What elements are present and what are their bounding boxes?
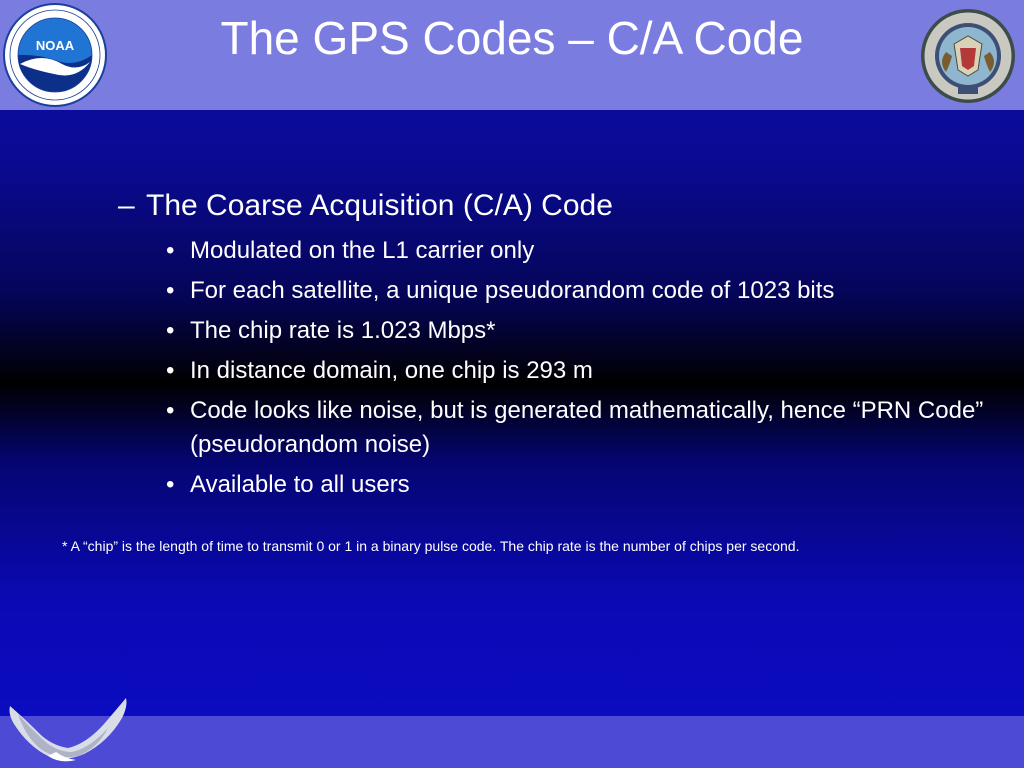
bullet-icon: • <box>166 317 175 344</box>
bullet-text: Code looks like noise, but is generated mathematically, hence “PRN Code” (pseudorandom noise) <box>190 397 984 458</box>
bullet-icon: • <box>166 471 175 498</box>
svg-text:NOAA: NOAA <box>35 38 75 53</box>
bullet-text: Modulated on the L1 carrier only <box>190 237 535 264</box>
list-item <box>164 314 984 348</box>
bullet-text: In distance domain, one chip is 293 m <box>190 357 593 384</box>
footnote: * A “chip” is the length of time to transmit 0 or 1 in a binary pulse code. The chip rate is the number of chips per second. <box>62 538 800 554</box>
list-item <box>164 234 984 268</box>
dash-marker: – <box>118 189 135 222</box>
noaa-bird-icon <box>4 694 132 764</box>
bullet-text: For each satellite, a unique pseudorandom code of 1023 bits <box>190 277 835 304</box>
list-item <box>164 274 984 308</box>
bullet-icon: • <box>166 237 175 264</box>
list-item <box>164 468 984 502</box>
bullet-list <box>164 234 984 508</box>
bullet-icon: • <box>166 357 175 384</box>
list-item <box>164 394 984 462</box>
bullet-text: The chip rate is 1.023 Mbps* <box>190 317 496 344</box>
list-item <box>164 354 984 388</box>
bullet-icon: • <box>166 397 175 424</box>
subheading-text: The Coarse Acquisition (C/A) Code <box>146 189 613 222</box>
subheading <box>118 188 613 224</box>
slide-title: The GPS Codes – C/A Code <box>220 12 804 64</box>
footer-band <box>0 716 1024 768</box>
bullet-icon: • <box>166 277 175 304</box>
bullet-text: Available to all users <box>190 471 410 498</box>
